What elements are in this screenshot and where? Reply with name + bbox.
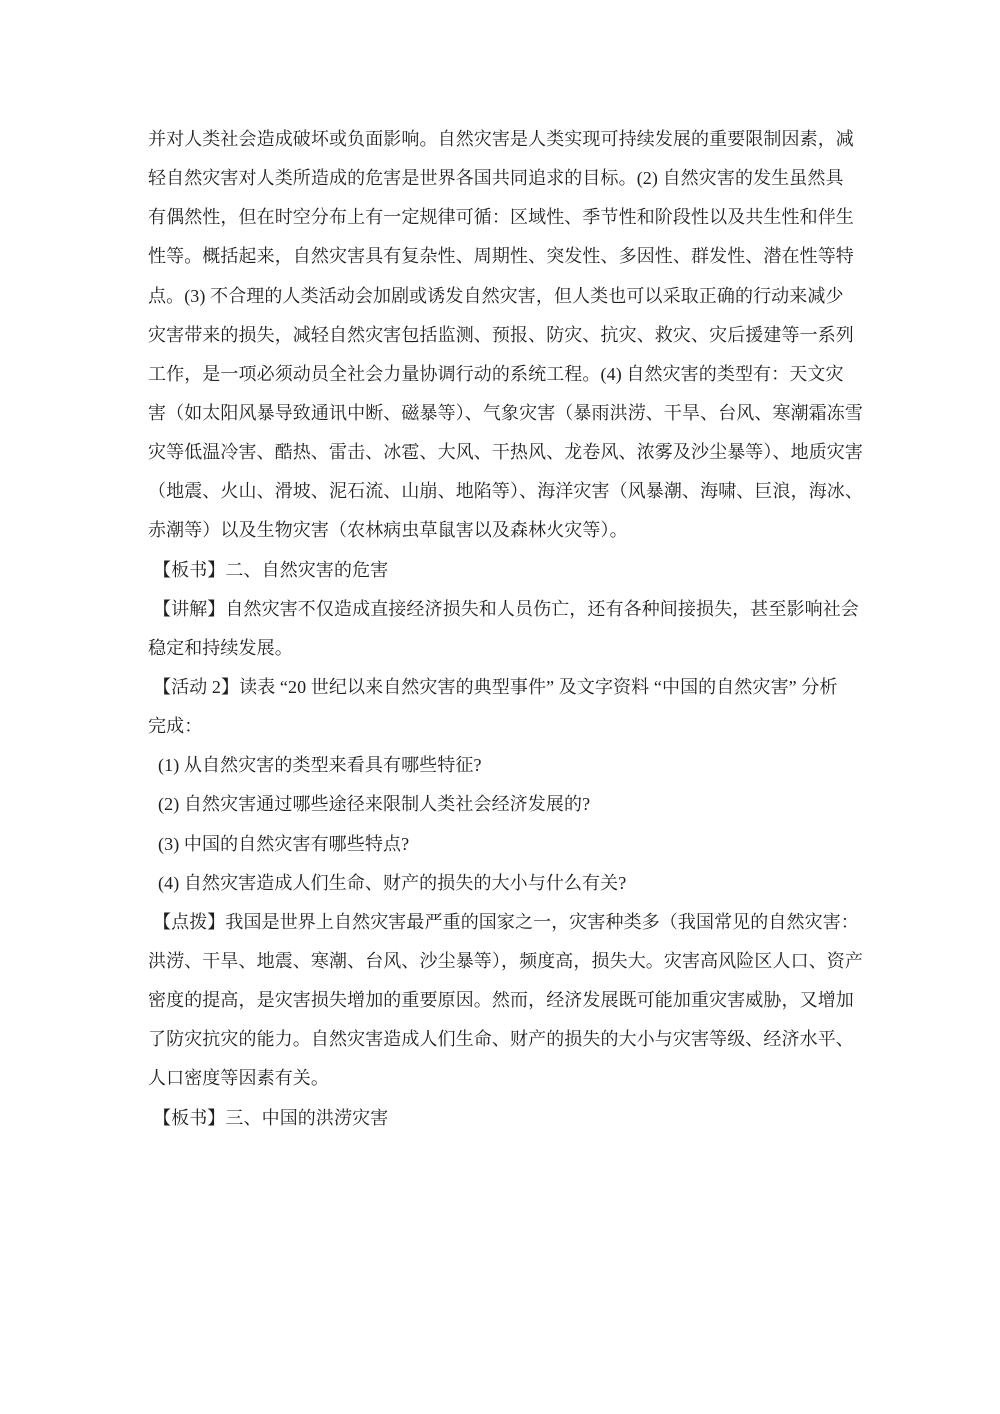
text-line: 轻自然灾害对人类所造成的危害是世界各国共同追求的目标。(2) 自然灾害的发生虽然具 (148, 168, 844, 189)
text-line: 洪涝、干旱、地震、寒潮、台风、沙尘暴等），频度高，损失大。灾害高风险区人口、资产 (148, 950, 863, 971)
document-text-block (148, 120, 863, 1138)
text-line-question-2: (2) 自然灾害通过哪些途径来限制人类社会经济发展的? (158, 794, 591, 815)
text-line: （地震、火山、滑坡、泥石流、山崩、地陷等）、海洋灾害（风暴潮、海啸、巨浪，海冰、 (148, 481, 863, 502)
text-line: 密度的提高，是灾害损失增加的重要原因。然而，经济发展既可能加重灾害威胁，又增加 (148, 990, 854, 1011)
text-line: 工作，是一项必须动员全社会力量协调行动的系统工程。(4) 自然灾害的类型有：天文灾 (148, 363, 844, 384)
text-line: 并对人类社会造成破坏或负面影响。自然灾害是人类实现可持续发展的重要限制因素，减 (148, 129, 854, 149)
text-line: 完成： (148, 716, 203, 737)
text-line: 灾害带来的损失，减轻自然灾害包括监测、预报、防灾、抗灾、救灾、灾后援建等一系列 (148, 324, 854, 345)
text-line: 赤潮等）以及生物灾害（农林病虫草鼠害以及森林火灾等）。 (148, 520, 628, 541)
text-line: 灾等低温冷害、酷热、雷击、冰雹、大风、干热风、龙卷风、浓雾及沙尘暴等）、地质灾害 (148, 442, 863, 463)
text-line-question-4: (4) 自然灾害造成人们生命、财产的损失的大小与什么有关? (158, 872, 627, 893)
text-line-heading-banshu: 【板书】三、中国的洪涝灾害 (153, 1107, 389, 1128)
text-line: 性等。概括起来，自然灾害具有复杂性、周期性、突发性、多因性、群发性、潜在性等特 (148, 246, 854, 267)
text-line: 了防灾抗灾的能力。自然灾害造成人们生命、财产的损失的大小与灾害等级、经济水平、 (148, 1029, 854, 1050)
text-line-dianbo: 【点拨】我国是世界上自然灾害最严重的国家之一，灾害种类多（我国常见的自然灾害： (153, 911, 859, 932)
text-line-question-3: (3) 中国的自然灾害有哪些特点? (158, 833, 410, 854)
text-line-huodong: 【活动 2】读表 “20 世纪以来自然灾害的典型事件” 及文字资料 “中国的自然灾害” 分析 (153, 676, 838, 697)
text-line-jiangjie: 【讲解】自然灾害不仅造成直接经济损失和人员伤亡，还有各种间接损失，甚至影响社会 (153, 598, 859, 619)
text-line: 害（如太阳风暴导致通讯中断、磁暴等）、气象灾害（暴雨洪涝、干旱、台风、寒潮霜冻雪 (148, 402, 863, 423)
text-line: 人口密度等因素有关。 (148, 1068, 329, 1089)
text-line-question-1: (1) 从自然灾害的类型来看具有哪些特征? (158, 755, 482, 776)
text-line: 有偶然性，但在时空分布上有一定规律可循：区域性、季节性和阶段性以及共生性和伴生 (148, 207, 854, 228)
text-line: 稳定和持续发展。 (148, 637, 293, 658)
text-line: 点。(3) 不合理的人类活动会加剧或诱发自然灾害，但人类也可以采取正确的行动来减少 (148, 285, 844, 306)
text-line-heading-banshu: 【板书】二、自然灾害的危害 (153, 559, 389, 580)
